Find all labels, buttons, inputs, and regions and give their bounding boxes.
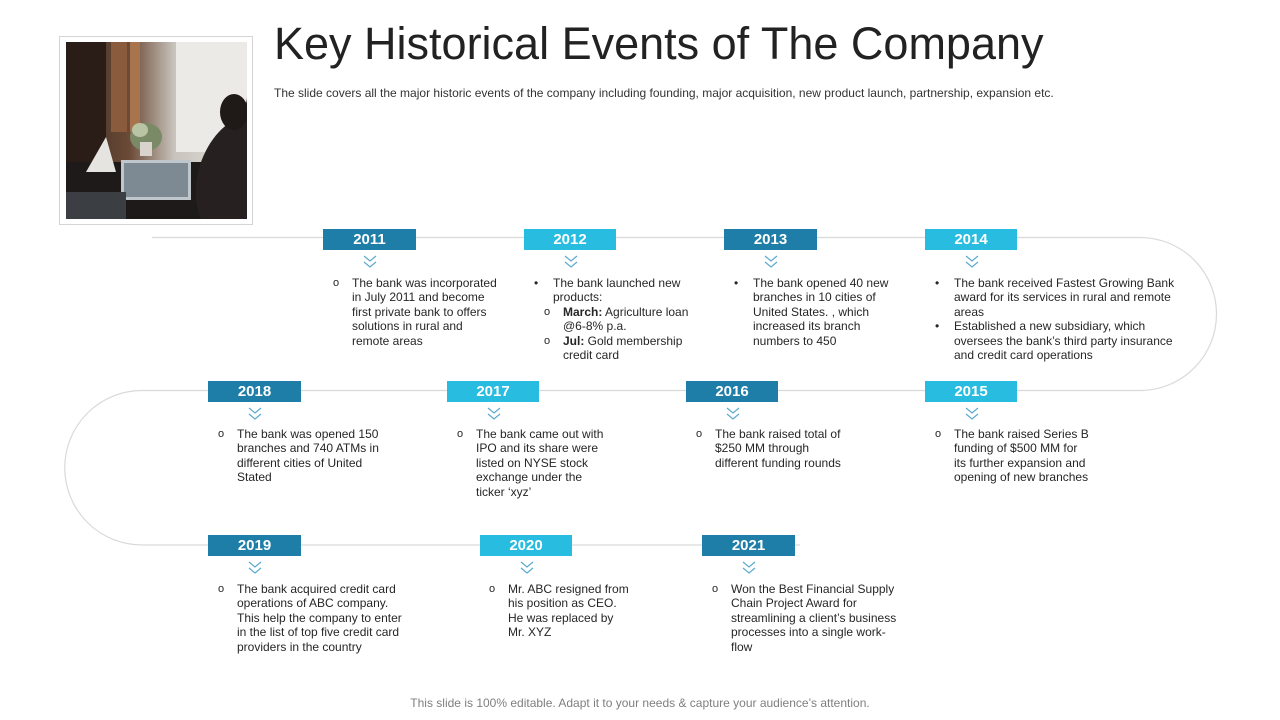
- year-badge-2011: 2011: [323, 229, 416, 250]
- year-badge-2017: 2017: [447, 381, 539, 402]
- year-badge-2016: 2016: [686, 381, 778, 402]
- footer-note: This slide is 100% editable. Adapt it to your needs & capture your audience’s attention.: [410, 696, 870, 710]
- double-chevron-down-icon: [486, 407, 502, 421]
- double-chevron-down-icon: [725, 407, 741, 421]
- double-chevron-down-icon: [362, 255, 378, 269]
- event-2020-item: o Mr. ABC resigned from his position as CEO. He was replaced by Mr. XYZ: [489, 582, 629, 640]
- double-chevron-down-icon: [741, 561, 757, 575]
- double-chevron-down-icon: [247, 407, 263, 421]
- event-2015-item: o The bank raised Series B funding of $500 MM for its further expansion and opening of new branches: [935, 427, 1090, 485]
- year-badge-2013: 2013: [724, 229, 817, 250]
- event-2016: [696, 427, 846, 470]
- event-2012: [534, 276, 704, 362]
- event-2017: [457, 427, 607, 499]
- year-badge-2019: 2019: [208, 535, 301, 556]
- event-2014-item: • The bank received Fastest Growing Bank award for its services in rural and remote areas: [935, 276, 1183, 319]
- event-2021-item: o Won the Best Financial Supply Chain Project Award for streamlining a client’s business processes into a single work-flow: [712, 582, 902, 654]
- year-badge-2018: 2018: [208, 381, 301, 402]
- event-2015: [935, 427, 1090, 485]
- event-2014-item: • Established a new subsidiary, which oversees the bank’s third party insurance and credit card operations: [935, 319, 1183, 362]
- event-2012-subitem-jul: [534, 334, 704, 363]
- double-chevron-down-icon: [519, 561, 535, 575]
- year-badge-2021: 2021: [702, 535, 795, 556]
- event-2018-item: o The bank was opened 150 branches and 740 ATMs in different cities of United Stated: [218, 427, 388, 485]
- event-2016-item: o The bank raised total of $250 MM through different funding rounds: [696, 427, 846, 470]
- event-2019: [218, 582, 410, 654]
- double-chevron-down-icon: [763, 255, 779, 269]
- page-title: Key Historical Events of The Company: [274, 18, 1044, 69]
- event-2021: [712, 582, 902, 654]
- double-chevron-down-icon: [247, 561, 263, 575]
- event-2017-item: o The bank came out with IPO and its share were listed on NYSE stock exchange under the ticker ‘xyz’: [457, 427, 607, 499]
- year-badge-2020: 2020: [480, 535, 572, 556]
- year-badge-2015: 2015: [925, 381, 1017, 402]
- event-2014: [935, 276, 1183, 362]
- event-2011-item: o The bank was incorporated in July 2011 and become first private bank to offers solutions in rural and remote areas: [333, 276, 498, 348]
- event-2020: [489, 582, 629, 640]
- page-subtitle: The slide covers all the major historic events of the company including founding, major acquisition, new product launch, partnership, expansion etc.: [274, 86, 1054, 100]
- subitem-text: Agriculture loan @6-8% p.a.: [563, 304, 689, 334]
- subitem-label: Jul:: [563, 333, 585, 348]
- double-chevron-down-icon: [964, 255, 980, 269]
- event-2012-item: • The bank launched new products:: [534, 276, 704, 305]
- event-2013: [734, 276, 894, 348]
- event-2011: [333, 276, 498, 348]
- event-2018: [218, 427, 388, 485]
- subitem-label: March:: [563, 304, 603, 319]
- double-chevron-down-icon: [563, 255, 579, 269]
- event-2013-item: • The bank opened 40 new branches in 10 cities of United States. , which increased its branch numbers to 450: [734, 276, 894, 348]
- double-chevron-down-icon: [964, 407, 980, 421]
- event-2012-subitem-march: [534, 305, 704, 334]
- year-badge-2014: 2014: [925, 229, 1017, 250]
- year-badge-2012: 2012: [524, 229, 616, 250]
- event-2019-item: o The bank acquired credit card operations of ABC company. This help the company to enter in the list of top five credit card providers in the country: [218, 582, 410, 654]
- subitem-text: Gold membership credit card: [563, 333, 683, 363]
